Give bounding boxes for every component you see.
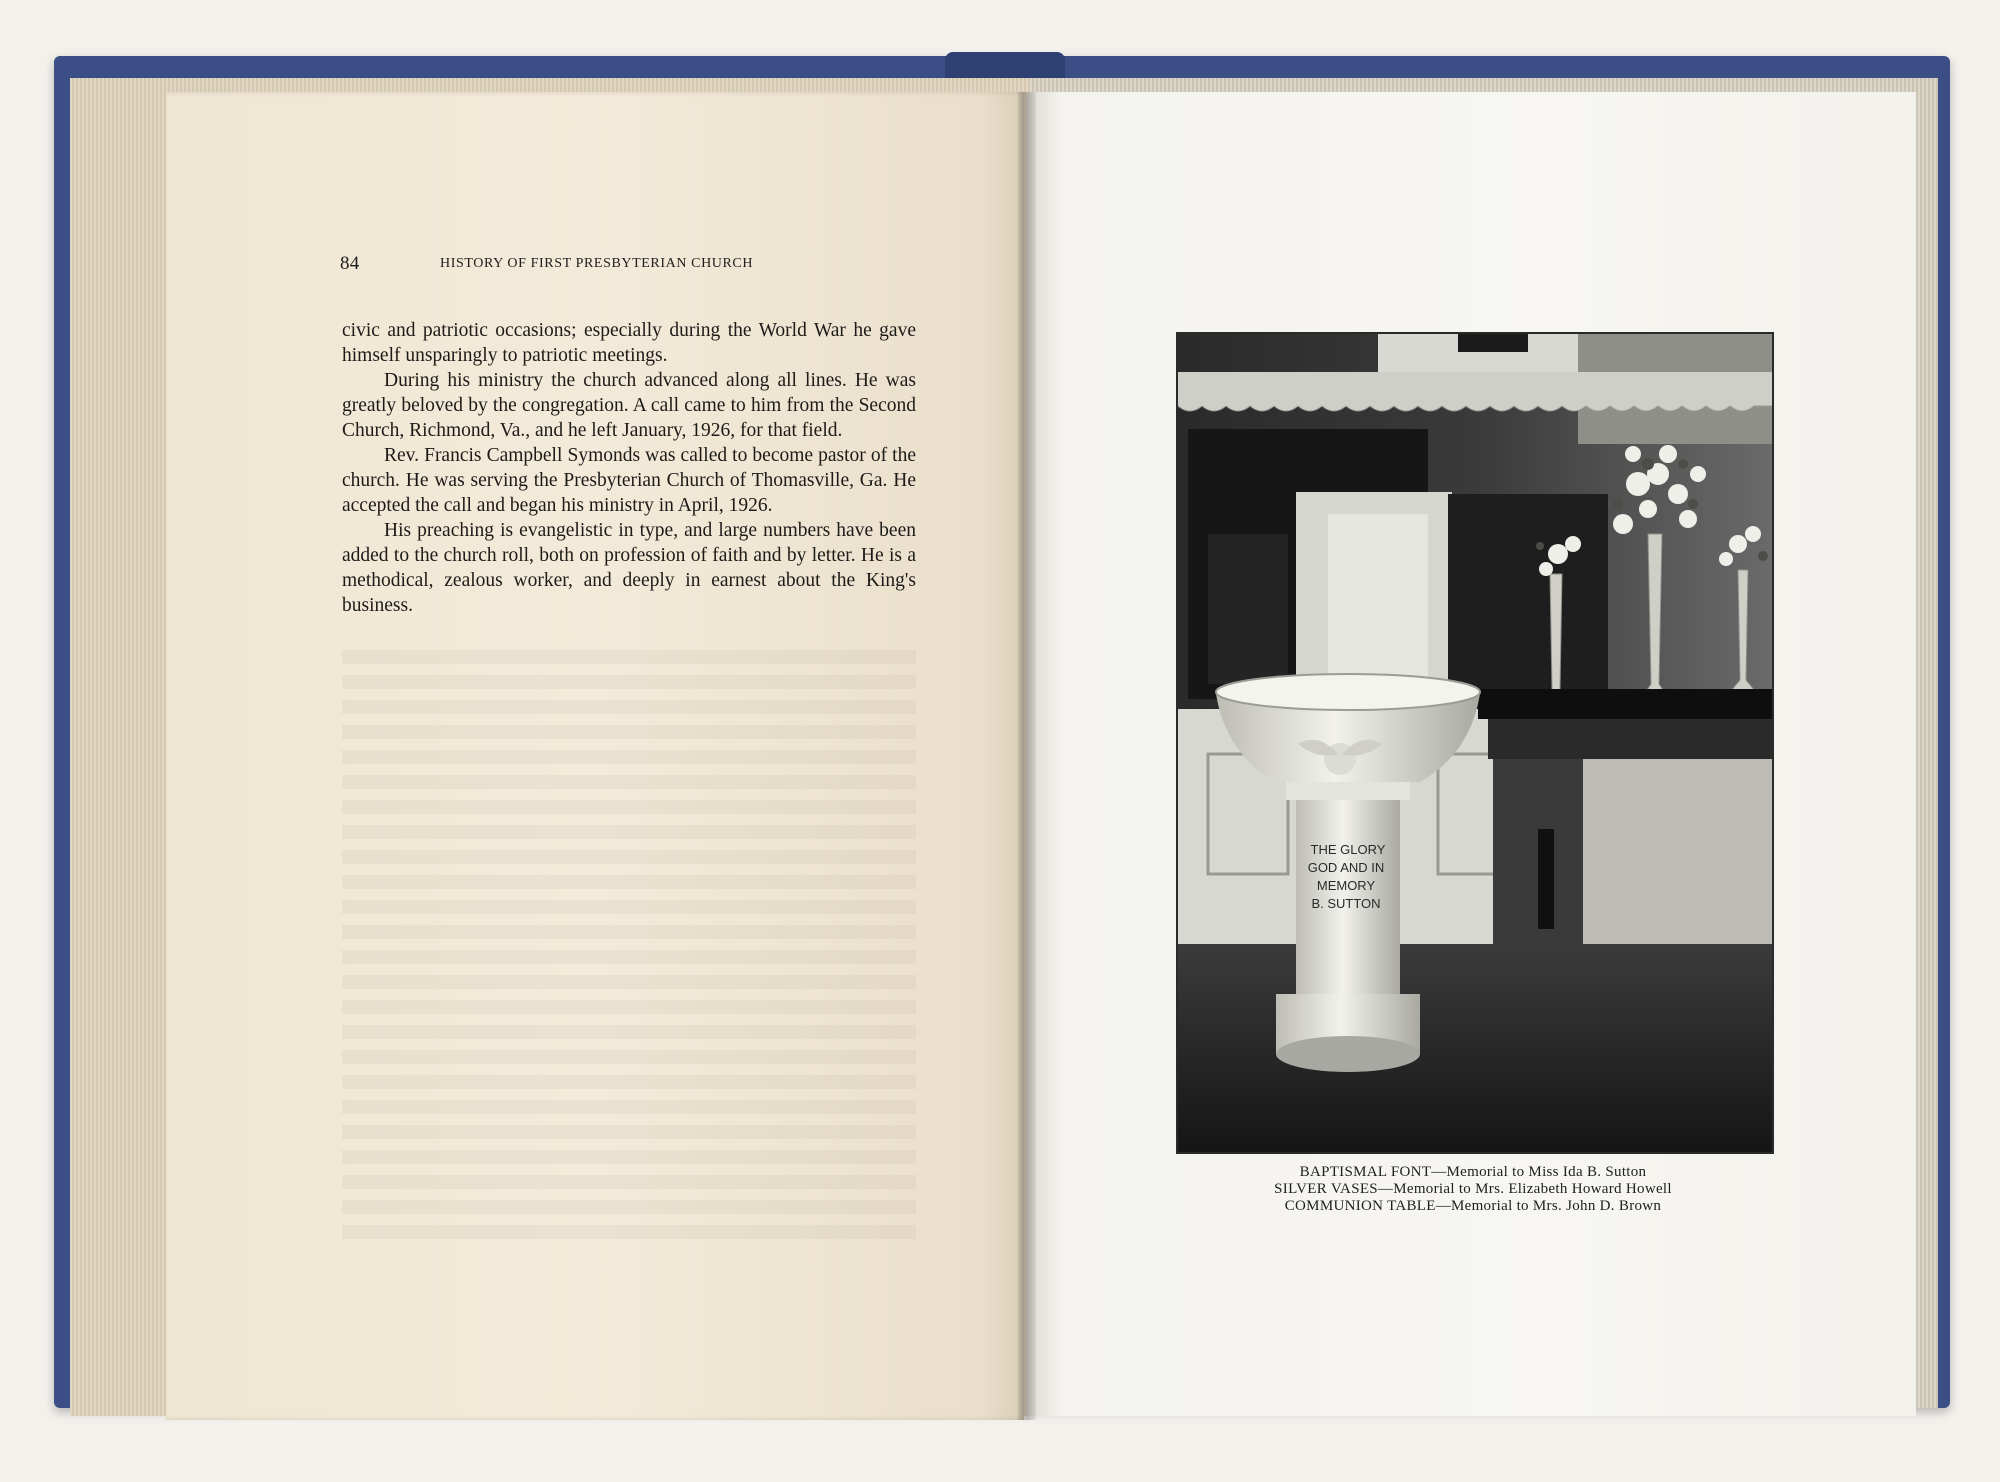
photo-caption	[1176, 1164, 1770, 1215]
photo-illustration	[1178, 334, 1772, 1152]
church-photo	[1176, 332, 1774, 1154]
caption-line-2: SILVER VASES—Memorial to Mrs. Elizabeth Howard Howell	[1274, 1181, 1672, 1197]
paragraph-3: Rev. Francis Campbell Symonds was called to become pastor of the church. He was serving the Presbyterian Church of Thomasville, Ga. He accepted the call and began his ministry in April, 1926.	[342, 445, 916, 516]
inscription-line-1: THE GLORY	[1310, 842, 1386, 857]
paragraph-4: His preaching is evangelistic in type, and large numbers have been added to the church roll, both on profession of faith and by letter. He is a methodical, zealous worker, and deeply in earnest about the King's business.	[342, 520, 916, 616]
caption-line-1: BAPTISMAL FONT—Memorial to Miss Ida B. Sutton	[1299, 1164, 1647, 1180]
book-gutter	[1018, 92, 1036, 1420]
paragraph-2: During his ministry the church advanced along all lines. He was greatly beloved by the congregation. A call came to him from the Second Church, Richmond, Va., and he left January, 1926, for that field.	[342, 370, 916, 441]
caption-line-3: COMMUNION TABLE—Memorial to Mrs. John D. Brown	[1284, 1198, 1662, 1214]
show-through-text	[342, 650, 916, 1250]
paragraph-1: civic and patriotic occasions; especially during the World War he gave himself unsparingly to patriotic meetings.	[342, 320, 916, 366]
page-number: 84	[340, 253, 360, 274]
running-head-title: HISTORY OF FIRST PRESBYTERIAN CHURCH	[440, 256, 754, 271]
inscription-line-2: GOD AND IN	[1307, 860, 1385, 875]
body-text	[342, 318, 916, 618]
inscription-line-3: MEMORY	[1316, 878, 1376, 893]
inscription-line-4: B. SUTTON	[1311, 896, 1381, 911]
